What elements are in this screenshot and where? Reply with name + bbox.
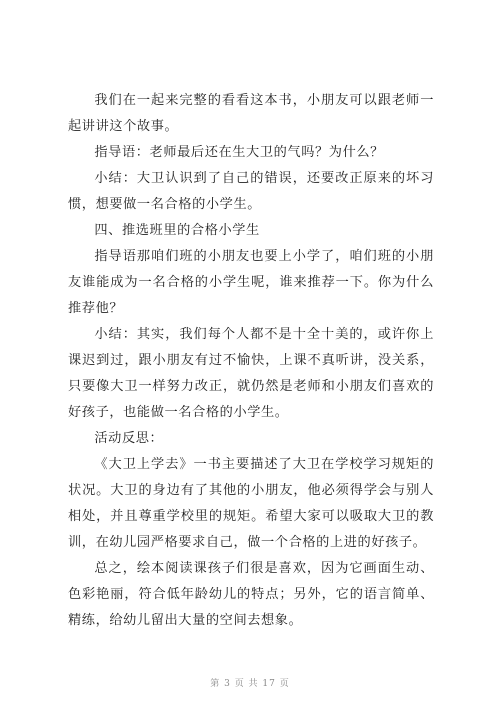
paragraph-guide-recommend: 指导语那咱们班的小朋友也要上小学了，咱们班的小朋友谁能成为一名合格的小学生呢，谁来推荐一下。你为什么推荐他？ (68, 249, 434, 316)
paragraph-intro: 我们在一起来完整的看看这本书，小朋友可以跟老师一起讲讲这个故事。 (68, 93, 434, 134)
page-footer: 第 3 页 共 17 页 (210, 679, 290, 689)
reflection-heading: 活动反思： (94, 431, 164, 446)
paragraph-conclusion: 总之，绘本阅读课孩子们很是喜欢，因为它画面生动、色彩艳丽，符合低年龄幼儿的特点；另外，它的语言简单、精练，给幼儿留出大量的空间去想象。 (68, 561, 434, 628)
paragraph-summary-2: 小结：其实，我们每个人都不是十全十美的，或许你上课迟到过，跟小朋友有过不愉快，上课不真听讲，没关系，只要像大卫一样努力改正，就仍然是老师和小朋友们喜欢的好孩子，也能做一名合格的小学生。 (68, 327, 434, 420)
paragraph-guide-question: 指导语：老师最后还在生大卫的气吗？为什么？ (94, 145, 384, 160)
paragraph-reflection: 《大卫上学去》一书主要描述了大卫在学校学习规矩的状况。大卫的身边有了其他的小朋友，他必须得学会与别人相处，并且尊重学校里的规矩。希望大家可以吸取大卫的教训，在幼儿园严格要求自己，做一个合格的上进的好孩子。 (68, 457, 434, 550)
document-body (68, 88, 434, 634)
paragraph-summary-1: 小结：大卫认识到了自己的错误，还要改正原来的坏习惯，想要做一名合格的小学生。 (68, 171, 434, 212)
section-heading: 四、推选班里的合格小学生 (94, 223, 260, 238)
